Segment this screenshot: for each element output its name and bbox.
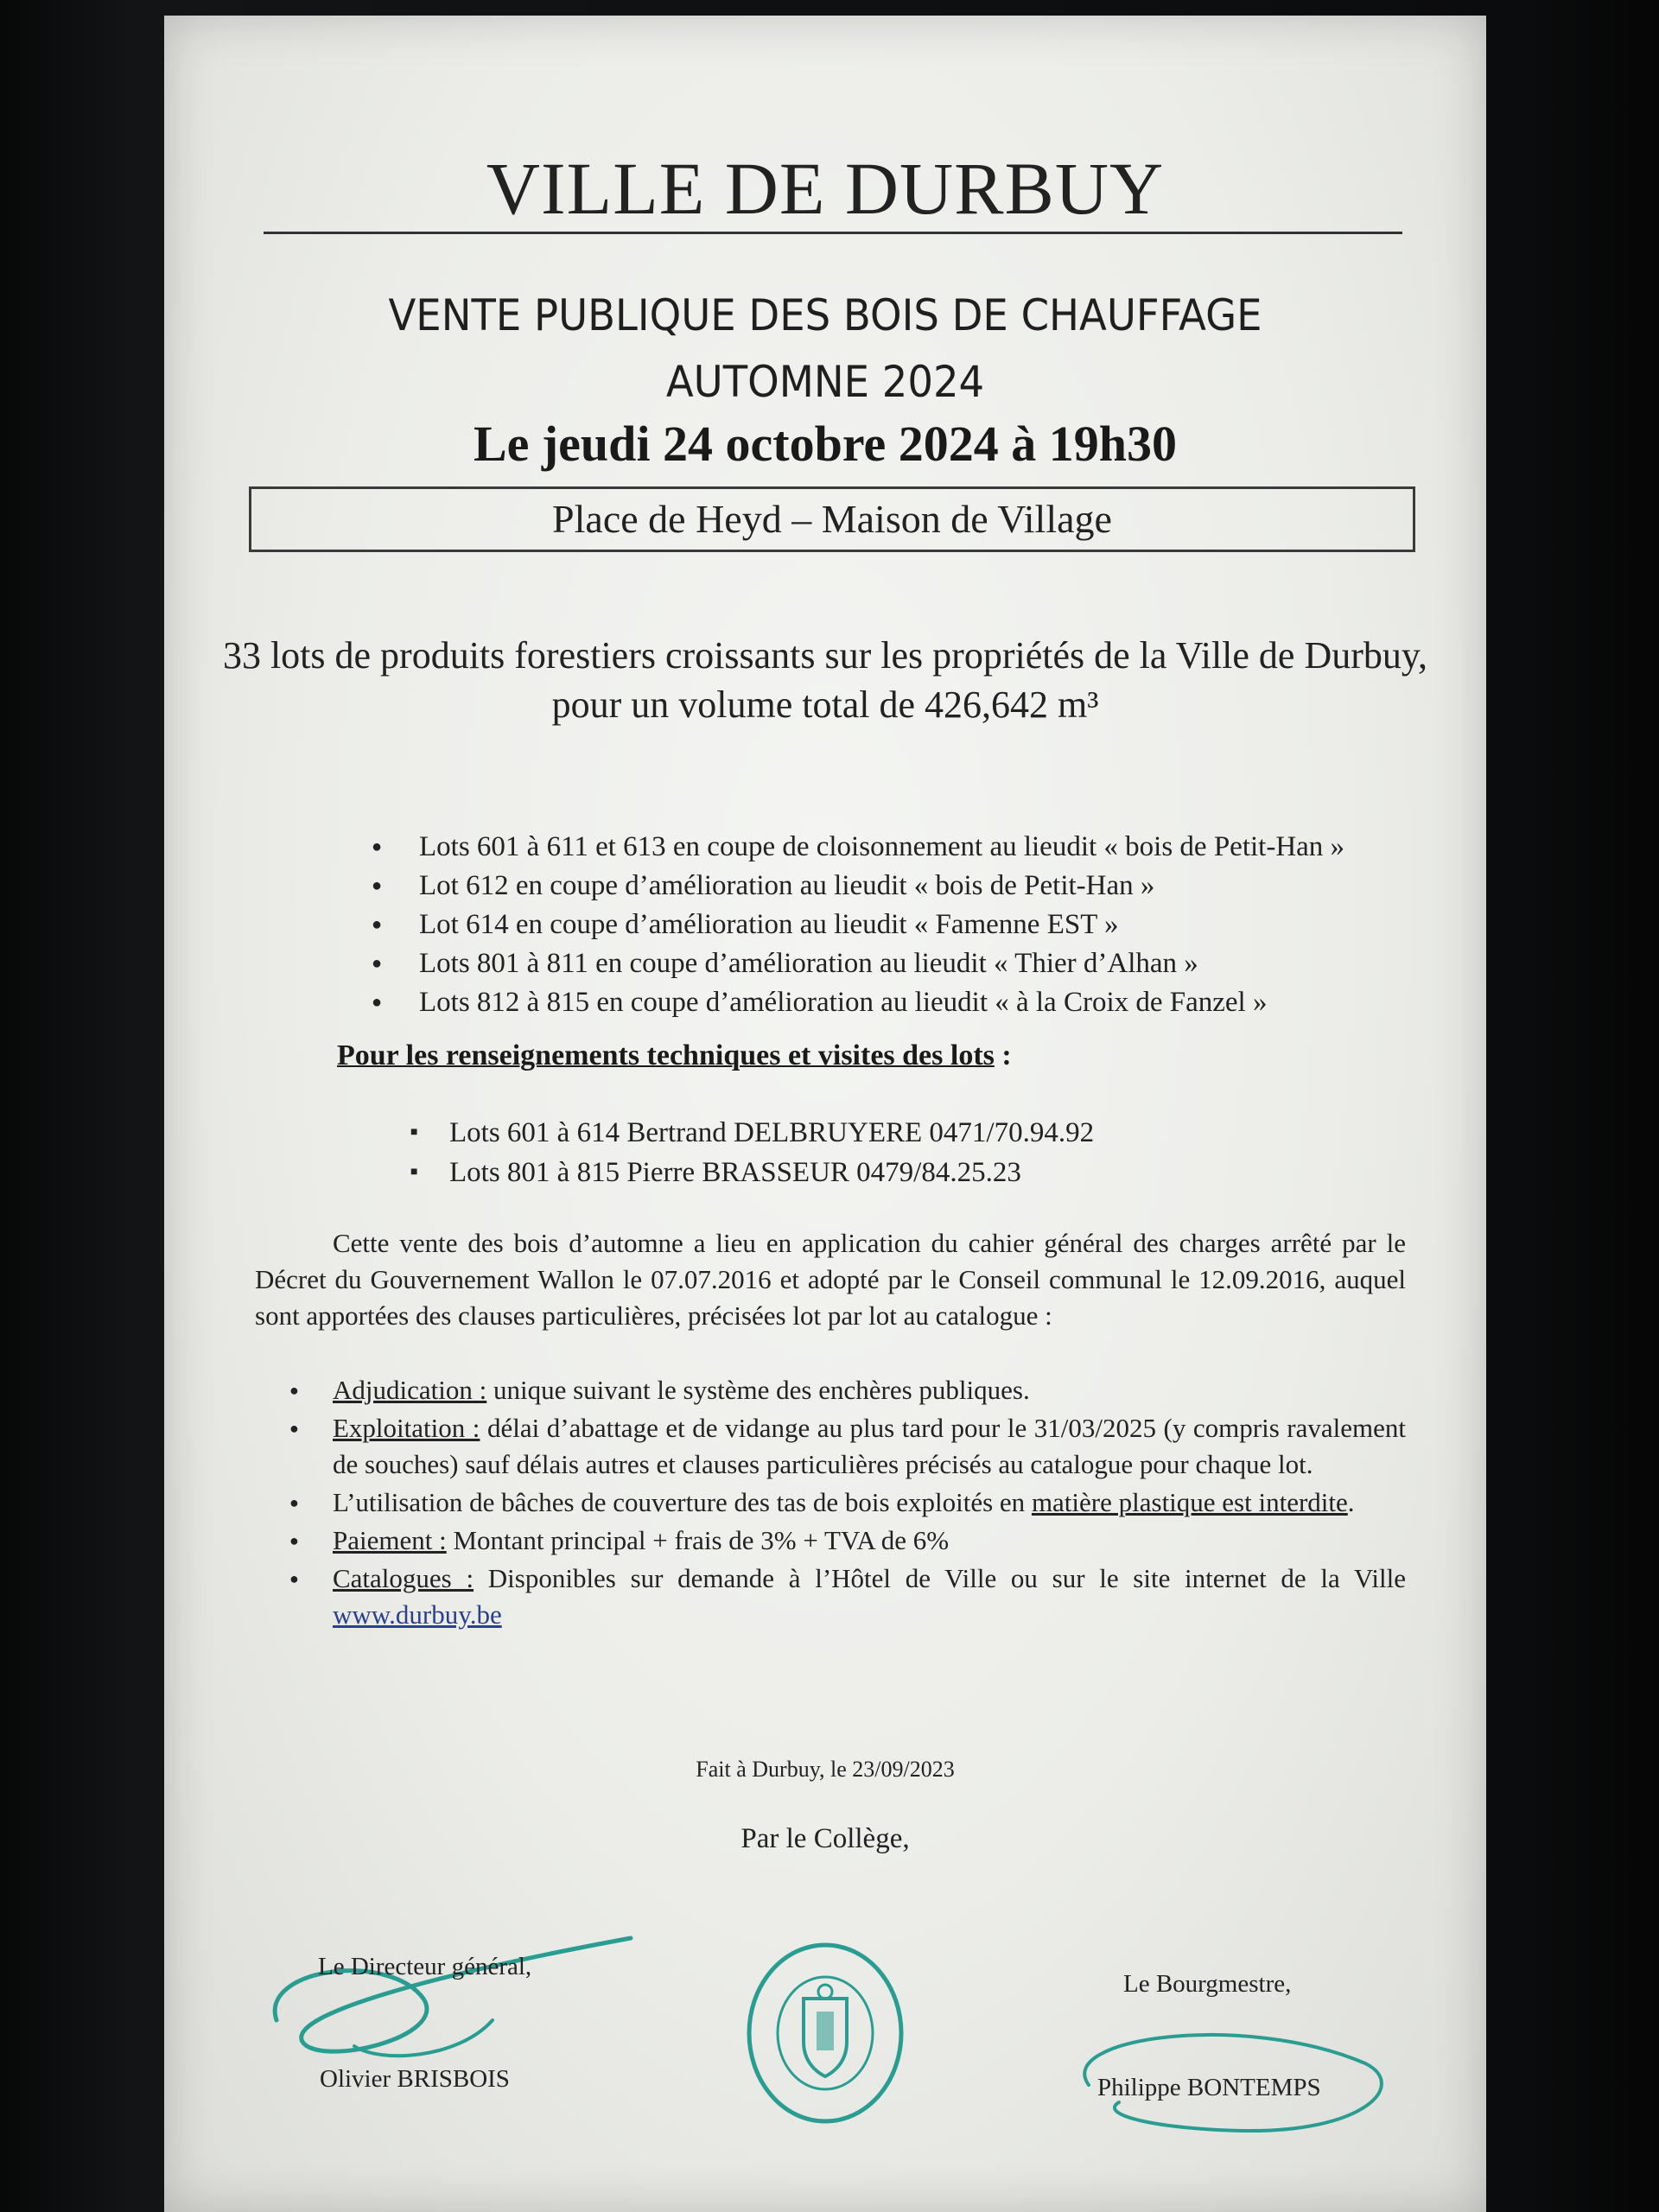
list-item: ■ Lots 801 à 815 Pierre BRASSEUR 0479/84.25.23 [410, 1153, 1094, 1192]
website-link[interactable]: www.durbuy.be [333, 1599, 502, 1630]
notice-sheet [164, 16, 1486, 2212]
sale-date: Le jeudi 24 octobre 2024 à 19h30 [473, 416, 1178, 472]
clause-label: Adjudication : [333, 1375, 487, 1405]
title-divider [264, 232, 1402, 234]
clause-text: délai d’abattage et de vidange au plus tard pour le 31/03/2025 (y compris ravalement de souches) sauf délais autres et clauses particulières précisés au catalogue pour chaque lot. [333, 1413, 1407, 1479]
mayor-signature-icon [1037, 2003, 1400, 2141]
director-name: Olivier BRISBOIS [320, 2065, 510, 2093]
list-item: ● Lots 812 à 815 en coupe d’amélioration au lieudit « à la Croix de Fanzel » [372, 983, 1344, 1022]
clause-label: Paiement : [333, 1525, 447, 1555]
list-item: ● Lot 614 en coupe d’amélioration au lieudit « Famenne EST » [372, 906, 1344, 944]
lots-list [372, 828, 1344, 1022]
clause-label: Catalogues : [333, 1563, 474, 1593]
sale-heading: VENTE PUBLIQUE DES BOIS DE CHAUFFAGE [388, 290, 1262, 340]
list-item [289, 1484, 1406, 1521]
contacts-list [410, 1113, 1094, 1192]
municipal-seal-icon [739, 1938, 912, 2128]
list-item [289, 1372, 1406, 1408]
list-item: ● Lots 601 à 611 et 613 en coupe de cloisonnement au lieudit « bois de Petit-Han » [372, 828, 1344, 867]
venue-text: Place de Heyd – Maison de Village [552, 497, 1112, 541]
mayor-name: Philippe BONTEMPS [1097, 2074, 1321, 2101]
list-item [289, 1560, 1406, 1633]
venue-box [249, 486, 1415, 552]
info-heading-text: Pour les renseignements techniques et visites des lots [337, 1039, 995, 1071]
clause-text: L’utilisation de bâches de couverture des tas de bois exploités en [333, 1487, 1032, 1517]
season-heading: AUTOMNE 2024 [665, 357, 985, 407]
director-signature-icon [251, 1916, 665, 2089]
list-item: ● Lot 612 en coupe d’amélioration au lieudit « bois de Petit-Han » [372, 867, 1344, 906]
intro-line-1: 33 lots de produits forestiers croissants sur les propriétés de la Ville de Durbuy, [222, 634, 1428, 677]
clause-text: Disponibles sur demande à l’Hôtel de Ville ou sur le site internet de la Ville [474, 1563, 1406, 1593]
mayor-title: Le Bourgmestre, [1123, 1970, 1292, 1998]
par-le-college: Par le Collège, [741, 1823, 910, 1854]
date-signed: Fait à Durbuy, le 23/09/2023 [696, 1757, 955, 1782]
clause-label: Exploitation : [333, 1413, 480, 1443]
clause-text: Montant principal + frais de 3% + TVA de 6% [446, 1525, 950, 1555]
director-title: Le Directeur général, [318, 1953, 532, 1980]
list-item [289, 1410, 1406, 1483]
list-item [289, 1522, 1406, 1559]
clause-text: unique suivant le système des enchères publiques. [486, 1375, 1030, 1405]
intro-line-2: pour un volume total de 426,642 m³ [551, 683, 1099, 726]
clauses-list [289, 1372, 1406, 1635]
info-heading-colon: : [994, 1039, 1012, 1071]
clause-end: . [1347, 1487, 1355, 1517]
page-title: VILLE DE DURBUY [486, 147, 1165, 230]
list-item: ● Lots 801 à 811 en coupe d’amélioration au lieudit « Thier d’Alhan » [372, 944, 1344, 983]
list-item: ■ Lots 601 à 614 Bertrand DELBRUYERE 0471/70.94.92 [410, 1113, 1094, 1153]
conditions-paragraph: Cette vente des bois d’automne a lieu en application du cahier général des charges arrêté par le Décret du Gouvernement Wallon le 07.07.2016 et adopté par le Conseil communal le 12.09.2016, auquel sont apportées des clauses particulières, précisées lot par lot au catalogue : [255, 1228, 1406, 1331]
clause-emphasis: matière plastique est interdite [1031, 1487, 1348, 1517]
info-heading [337, 1039, 1012, 1072]
